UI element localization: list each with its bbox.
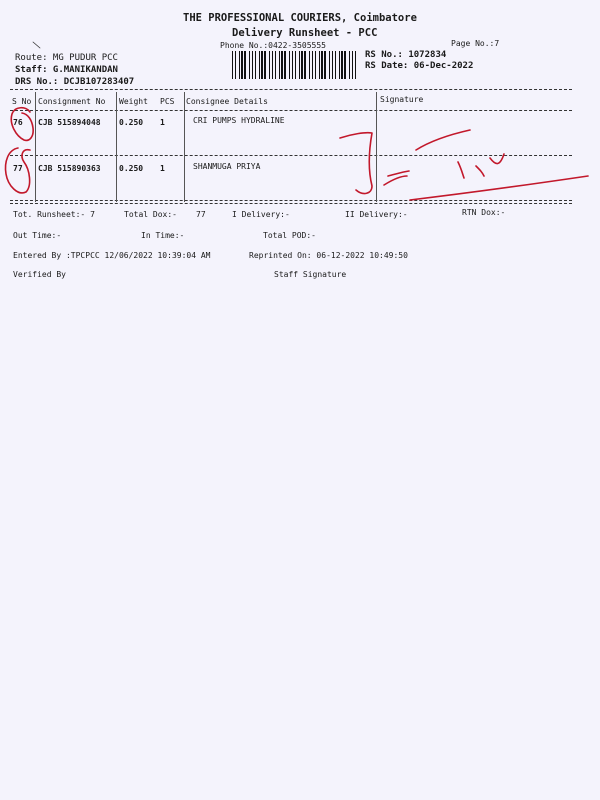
rs-date: RS Date: 06-Dec-2022 — [365, 61, 474, 71]
col-header-consignee: Consignee Details — [186, 97, 268, 106]
row-1-weight: 0.250 — [119, 118, 144, 127]
row-2-pcs: 1 — [160, 164, 165, 173]
row-1-pcs: 1 — [160, 118, 165, 127]
row-2-consignment: CJB 515890363 — [38, 164, 101, 173]
total-pod: Total POD:- — [263, 231, 316, 240]
total-dox-label: Total Dox:- — [124, 210, 177, 219]
circled-row-1-mark — [11, 108, 33, 141]
row-1-consignment: CJB 515894048 — [38, 118, 101, 127]
drs-number: DRS No.: DCJB107283407 — [15, 77, 135, 87]
reprinted-on: Reprinted On: 06-12-2022 10:49:50 — [249, 251, 408, 260]
tot-runsheet: Tot. Runsheet:- 7 — [13, 210, 95, 219]
col-header-consignment: Consignment No — [38, 97, 106, 106]
in-time: In Time:- — [141, 231, 185, 240]
col-header-sno: S No — [12, 97, 32, 106]
page-number: Page No.:7 — [451, 39, 500, 48]
rs-number: RS No.: 1072834 — [365, 50, 447, 60]
rtn-dox: RTN Dox:- — [462, 208, 506, 217]
staff-signature-label: Staff Signature — [274, 270, 347, 279]
document-title: Delivery Runsheet - PCC — [232, 27, 378, 39]
phone-number: Phone No.:0422-3505555 — [220, 41, 326, 50]
col-header-signature: Signature — [380, 95, 424, 104]
col-header-weight: Weight — [119, 97, 148, 106]
signature-scrawl — [340, 130, 588, 200]
entered-by: Entered By :TPCPCC 12/06/2022 10:39:04 AM — [13, 251, 211, 260]
row-2-weight: 0.250 — [119, 164, 144, 173]
ii-delivery: II Delivery:- — [345, 210, 408, 219]
i-delivery: I Delivery:- — [232, 210, 290, 219]
staff-name: Staff: G.MANIKANDAN — [15, 65, 118, 75]
pen-ink — [6, 108, 589, 200]
route: Route: MG PUDUR PCC — [15, 53, 118, 63]
total-dox-value: 77 — [196, 210, 206, 219]
verified-by: Verified By — [13, 270, 66, 279]
row-1-sno: 76 — [13, 118, 23, 127]
row-2-sno: 77 — [13, 164, 23, 173]
row-2-consignee: SHANMUGA PRIYA — [193, 162, 261, 171]
pencil-mark — [33, 42, 40, 48]
col-header-pcs: PCS — [160, 97, 175, 106]
circled-row-2-mark — [6, 148, 31, 193]
row-1-consignee: CRI PUMPS HYDRALINE — [193, 116, 285, 125]
company-name: THE PROFESSIONAL COURIERS, Coimbatore — [183, 12, 417, 24]
out-time: Out Time:- — [13, 231, 62, 240]
